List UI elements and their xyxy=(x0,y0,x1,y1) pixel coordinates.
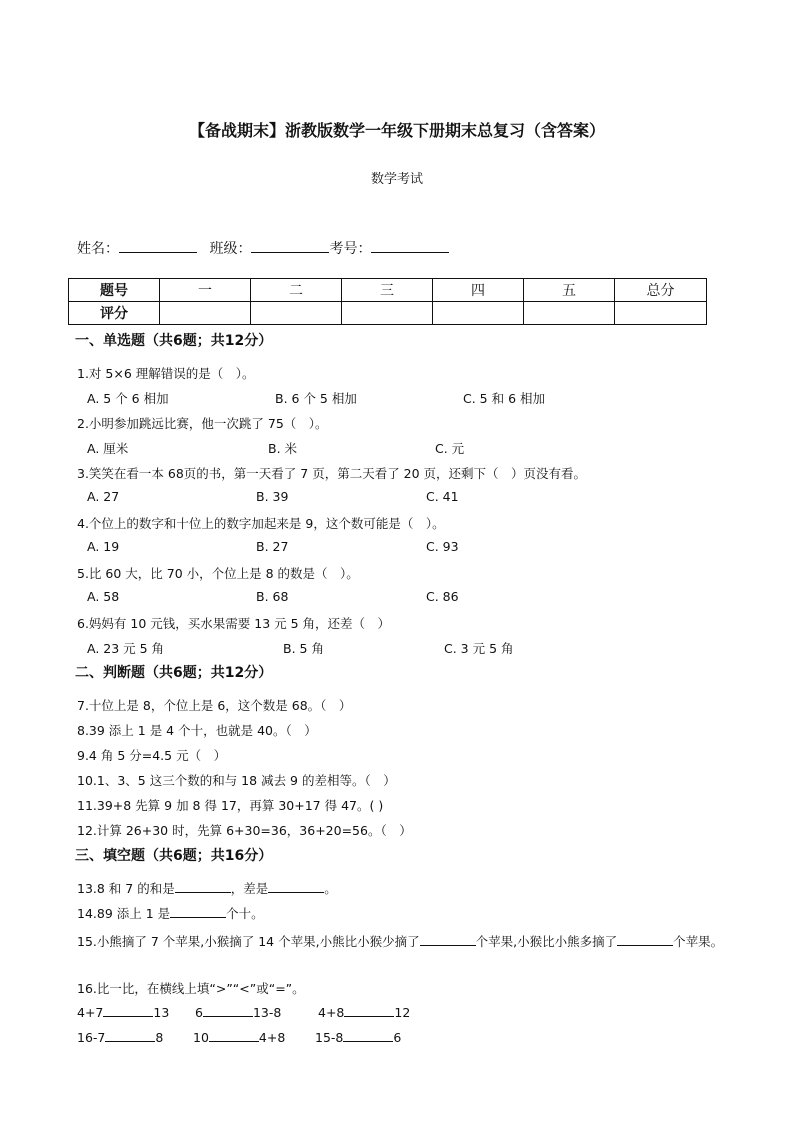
option-a[interactable]: A. 27 xyxy=(87,489,120,504)
score-header-cell: 四 xyxy=(433,279,524,302)
exam-no-label: 考号： xyxy=(329,241,372,257)
compare-item xyxy=(193,1029,285,1045)
compare-item xyxy=(77,1029,163,1045)
compare-right: 12 xyxy=(394,1005,411,1020)
option-c[interactable]: C. 86 xyxy=(426,589,459,604)
option-c[interactable]: C. 5 和 6 相加 xyxy=(463,391,546,406)
score-input-cell[interactable] xyxy=(342,302,433,325)
option-a[interactable]: A. 19 xyxy=(87,539,120,554)
answer-blank[interactable] xyxy=(175,880,231,893)
question-text: 15.小熊摘了 7 个苹果,小猴摘了 14 个苹果,小熊比小猴少摘了 xyxy=(77,934,420,949)
question-text: 。 xyxy=(324,881,337,896)
answer-blank[interactable] xyxy=(103,1004,153,1017)
section-heading-fill-in: 三、填空题（共6题；共16分） xyxy=(75,848,273,864)
score-header-cell: 题号 xyxy=(69,279,160,302)
name-blank xyxy=(119,238,197,253)
compare-right: 13 xyxy=(153,1005,170,1020)
answer-blank[interactable] xyxy=(203,1004,253,1017)
question-13 xyxy=(77,879,337,897)
answer-blank[interactable] xyxy=(105,1029,155,1042)
option-c[interactable]: C. 41 xyxy=(426,489,459,504)
compare-left: 4+7 xyxy=(77,1005,104,1020)
question-4: 4.个位上的数字和十位上的数字加起来是 9，这个数可能是（ ）。 xyxy=(77,516,445,531)
compare-left: 15-8 xyxy=(315,1030,344,1045)
compare-left: 6 xyxy=(195,1005,203,1020)
score-input-cell[interactable] xyxy=(251,302,342,325)
compare-item xyxy=(195,1004,281,1020)
question-9: 9.4 角 5 分=4.5 元（ ） xyxy=(77,748,227,763)
question-5: 5.比 60 大，比 70 小，个位上是 8 的数是（ ）。 xyxy=(77,566,359,581)
question-text: 个苹果,小猴比小熊多摘了 xyxy=(475,934,618,949)
class-label: 班级： xyxy=(209,241,252,257)
class-blank xyxy=(251,238,329,253)
score-header-cell: 总分 xyxy=(615,279,707,302)
question-14 xyxy=(77,904,264,922)
option-a[interactable]: A. 5 个 6 相加 xyxy=(87,391,169,406)
option-c[interactable]: C. 93 xyxy=(426,539,459,554)
option-a[interactable]: A. 23 元 5 角 xyxy=(87,641,165,656)
answer-blank[interactable] xyxy=(209,1029,259,1042)
score-header-cell: 二 xyxy=(251,279,342,302)
question-3: 3.笑笑在看一本 68页的书，第一天看了 7 页，第二天看了 20 页，还剩下（ ）页没有看。 xyxy=(77,466,587,481)
answer-blank[interactable] xyxy=(344,1004,394,1017)
score-input-cell[interactable] xyxy=(524,302,615,325)
score-header-cell: 五 xyxy=(524,279,615,302)
option-b[interactable]: B. 27 xyxy=(256,539,289,554)
compare-right: 6 xyxy=(393,1030,402,1045)
answer-blank[interactable] xyxy=(420,933,476,946)
compare-left: 10 xyxy=(193,1030,209,1045)
question-text: ，差是 xyxy=(230,881,269,896)
option-b[interactable]: B. 39 xyxy=(256,489,289,504)
question-1: 1.对 5×6 理解错误的是（ ）。 xyxy=(77,366,255,381)
option-b[interactable]: B. 6 个 5 相加 xyxy=(275,391,357,406)
option-c[interactable]: C. 3 元 5 角 xyxy=(444,641,514,656)
score-input-cell[interactable] xyxy=(160,302,251,325)
score-table-header-row xyxy=(69,279,707,302)
score-input-cell[interactable] xyxy=(433,302,524,325)
question-text: 个苹果。 xyxy=(673,934,724,949)
question-16: 16.比一比，在横线上填“>”“<”或“=”。 xyxy=(77,981,305,996)
student-info xyxy=(77,238,449,258)
exam-no-blank xyxy=(371,238,449,253)
score-header-cell: 一 xyxy=(160,279,251,302)
compare-item xyxy=(315,1029,401,1045)
question-10: 10.1、3、5 这三个数的和与 18 减去 9 的差相等。（ ） xyxy=(77,773,396,788)
compare-right: 8 xyxy=(155,1030,164,1045)
section-heading-single-choice: 一、单选题（共6题；共12分） xyxy=(75,333,273,349)
question-7: 7.十位上是 8，个位上是 6，这个数是 68。（ ） xyxy=(77,698,352,713)
answer-blank[interactable] xyxy=(268,880,324,893)
compare-right: 13-8 xyxy=(252,1005,282,1020)
section-heading-true-false: 二、判断题（共6题；共12分） xyxy=(75,665,273,681)
question-15 xyxy=(77,929,727,954)
option-a[interactable]: A. 厘米 xyxy=(87,441,129,456)
question-text: 个十。 xyxy=(226,906,264,921)
compare-item xyxy=(77,1004,169,1020)
answer-blank[interactable] xyxy=(617,933,673,946)
option-b[interactable]: B. 米 xyxy=(268,441,298,456)
question-11: 11.39+8 先算 9 加 8 得 17，再算 30+17 得 47。( ) xyxy=(77,798,384,813)
page-subtitle: 数学考试 xyxy=(370,172,423,187)
option-c[interactable]: C. 元 xyxy=(435,441,465,456)
score-input-cell[interactable] xyxy=(615,302,707,325)
compare-left: 16-7 xyxy=(77,1030,106,1045)
compare-item xyxy=(318,1004,410,1020)
question-6: 6.妈妈有 10 元钱，买水果需要 13 元 5 角，还差（ ） xyxy=(77,616,391,631)
option-a[interactable]: A. 58 xyxy=(87,589,120,604)
question-text: 14.89 添上 1 是 xyxy=(77,906,171,921)
answer-blank[interactable] xyxy=(170,905,226,918)
question-2: 2.小明参加跳远比赛，他一次跳了 75（ ）。 xyxy=(77,416,328,431)
answer-blank[interactable] xyxy=(343,1029,393,1042)
score-header-cell: 三 xyxy=(342,279,433,302)
compare-left: 4+8 xyxy=(318,1005,345,1020)
question-text: 13.8 和 7 的和是 xyxy=(77,881,175,896)
page-title: 【备战期末】浙教版数学一年级下册期末总复习（含答案） xyxy=(188,121,605,140)
compare-right: 4+8 xyxy=(258,1030,286,1045)
name-label: 姓名： xyxy=(77,241,119,257)
score-row-label: 评分 xyxy=(69,302,160,325)
question-8: 8.39 添上 1 是 4 个十，也就是 40。（ ） xyxy=(77,723,317,738)
question-12: 12.计算 26+30 时，先算 6+30=36，36+20=56。（ ） xyxy=(77,823,412,838)
option-b[interactable]: B. 68 xyxy=(256,589,289,604)
score-table-score-row xyxy=(69,302,707,325)
score-table xyxy=(68,278,707,325)
option-b[interactable]: B. 5 角 xyxy=(283,641,324,656)
